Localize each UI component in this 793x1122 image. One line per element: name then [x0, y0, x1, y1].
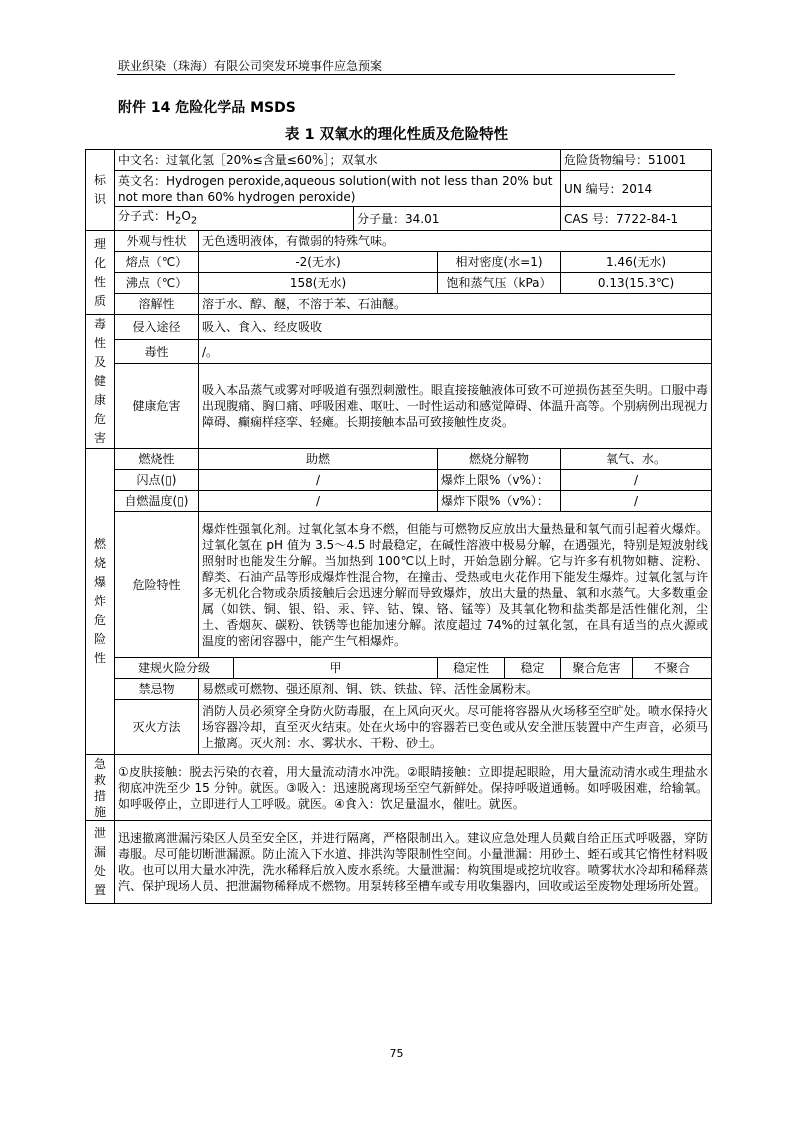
vapor-pressure-label: 饱和蒸气压（kPa） [438, 273, 561, 294]
route-label: 侵入途径 [115, 315, 199, 339]
chinese-name: 中文名：过氧化氢［20%≤含量≤60%］；双氧水 [115, 150, 561, 171]
incompatible-label: 禁忌物 [115, 679, 199, 700]
flash-point-label: 闪点(▯) [115, 470, 199, 491]
extinguishing-value: 消防人员必须穿全身防火防毒服，在上风向灭火。尽可能将容器从火场移至空旷处。喷水保持火场容器冷却，直至灭火结束。处在火场中的容器若已变色或从安全泄压装置中产生声音，必须马上撤离。灭火剂：水、雾状水、干粉、砂土。 [199, 700, 712, 755]
stability-value: 稳定 [505, 658, 561, 679]
leak-handling-text: 迅速撤离泄漏污染区人员至安全区，并进行隔离，严格限制出入。建议应急处理人员戴自给正压式呼吸器，穿防毒服。尽可能切断泄漏源。防止流入下水道、排洪沟等限制性空间。小量泄漏：用砂土、蛭石或其它惰性材料吸收。也可以用大量水冲洗，洗水稀释后放入废水系统。大量泄漏：构筑围堤或挖坑收容。喷雾状水冷却和稀释蒸汽、保护现场人员、把泄漏物稀释成不燃物。用泵转移至槽车或专用收集器内，回收或运至废物处理场所处置。 [115, 821, 712, 904]
section-identification: 标 识 [86, 150, 115, 231]
melting-point-label: 熔点（℃） [115, 252, 199, 273]
toxicity-value: /。 [199, 339, 712, 363]
flammability-value: 助燃 [199, 449, 438, 470]
fire-class-value: 甲 [234, 658, 438, 679]
explosion-upper-value: / [561, 470, 712, 491]
appearance-label: 外观与性状 [115, 231, 199, 252]
relative-density-label: 相对密度(水=1) [438, 252, 561, 273]
combustion-products-label: 燃烧分解物 [438, 449, 561, 470]
header-divider [117, 74, 675, 75]
section-toxicity: 毒 性 及 健 康 危 害 [86, 315, 115, 449]
autoignition-value: / [199, 491, 438, 512]
health-hazard-value: 吸入本品蒸气或雾对呼吸道有强烈刺激性。眼直接接触液体可致不可逆损伤甚至失明。口服中毒出现腹痛、胸口痛、呼吸困难、呕吐、一时性运动和感觉障碍、体温升高等。个别病例出现视力障碍、癫痫样痉挛、轻瘫。长期接触本品可致接触性皮炎。 [199, 364, 712, 449]
english-name: 英文名：Hydrogen peroxide,aqueous solution(with not less than 20% but not more than 60% hydrogen peroxide) [115, 171, 561, 207]
incompatible-value: 易燃或可燃物、强还原剂、铜、铁、铁盐、锌、活性金属粉末。 [199, 679, 712, 700]
dangerous-goods-number: 危险货物编号：51001 [561, 150, 712, 171]
section-first-aid: 急 救 措 施 [86, 755, 115, 821]
health-hazard-label: 健康危害 [115, 364, 199, 449]
polymerization-label: 聚合危害 [561, 658, 633, 679]
un-number: UN 编号：2014 [561, 171, 712, 207]
appendix-heading: 附件 14 危险化学品 MSDS [118, 100, 296, 116]
flammability-label: 燃烧性 [115, 449, 199, 470]
section-fire-explosion: 燃 烧 爆 炸 危 险 性 [86, 449, 115, 755]
explosion-lower-label: 爆炸下限%（v%）： [438, 491, 561, 512]
cas-number: CAS 号：7722-84-1 [561, 207, 712, 231]
explosion-upper-label: 爆炸上限%（v%）： [438, 470, 561, 491]
fire-class-label: 建规火险分级 [115, 658, 234, 679]
autoignition-label: 自燃温度(▯) [115, 491, 199, 512]
boiling-point-label: 沸点（℃） [115, 273, 199, 294]
solubility-value: 溶于水、醇、醚，不溶于苯、石油醚。 [199, 294, 712, 315]
vapor-pressure-value: 0.13(15.3℃) [561, 273, 712, 294]
boiling-point-value: 158(无水) [199, 273, 438, 294]
route-value: 吸入、食入、经皮吸收 [199, 315, 712, 339]
first-aid-text: ①皮肤接触：脱去污染的衣着，用大量流动清水冲洗。②眼睛接触：立即提起眼睑，用大量流动清水或生理盐水彻底冲洗至少 15 分钟。就医。③吸入：迅速脱离现场至空气新鲜处。保持呼吸道通畅。如呼吸困难，给输氧。如呼吸停止，立即进行人工呼吸。就医。④食入：饮足量温水，催吐。就医。 [115, 755, 712, 821]
polymerization-value: 不聚合 [633, 658, 712, 679]
document-header: 联业织染（珠海）有限公司突发环境事件应急预案 [118, 59, 383, 73]
molecular-weight: 分子量：34.01 [354, 207, 561, 231]
hazard-characteristics-label: 危险特性 [115, 512, 199, 658]
section-physchem: 理 化 性 质 [86, 231, 115, 315]
explosion-lower-value: / [561, 491, 712, 512]
combustion-products-value: 氧气、水。 [561, 449, 712, 470]
stability-label: 稳定性 [438, 658, 505, 679]
section-leak-handling: 泄 漏 处 置 [86, 821, 115, 904]
solubility-label: 溶解性 [115, 294, 199, 315]
extinguishing-label: 灭火方法 [115, 700, 199, 755]
flash-point-value: / [199, 470, 438, 491]
hazard-characteristics-value: 爆炸性强氧化剂。过氧化氢本身不燃，但能与可燃物反应放出大量热量和氧气而引起着火爆炸。过氧化氢在 pH 值为 3.5～4.5 时最稳定，在碱性溶液中极易分解，在遇强光，特别是短波射线照射时也能发生分解。当加热到 100℃以上时，开始急剧分解。它与许多有机物如糖、淀粉、醇类、石油产品等形成爆炸性混合物，在撞击、受热或电火花作用下能发生爆炸。过氧化氢与许多无机化合物或杂质接触后会迅速分解而导致爆炸，放出大量的热量、氧和水蒸气。大多数重金属（如铁、铜、银、铅、汞、锌、钴、镍、铬、锰等）及其氧化物和盐类都是活性催化剂，尘土、香烟灰、碳粉、铁锈等也能加速分解。浓度超过 74%的过氧化氢，在具有适当的点火源或温度的密闭容器中，能产生气相爆炸。 [199, 512, 712, 658]
msds-table [85, 149, 712, 904]
toxicity-label: 毒性 [115, 339, 199, 363]
melting-point-value: -2(无水) [199, 252, 438, 273]
page-number: 75 [389, 1047, 404, 1060]
molecular-formula: 分子式：$H_2O_2$ [115, 207, 354, 231]
table-title: 表 1 双氧水的理化性质及危险特性 [284, 127, 509, 143]
relative-density-value: 1.46(无水) [561, 252, 712, 273]
appearance-value: 无色透明液体，有微弱的特殊气味。 [199, 231, 712, 252]
